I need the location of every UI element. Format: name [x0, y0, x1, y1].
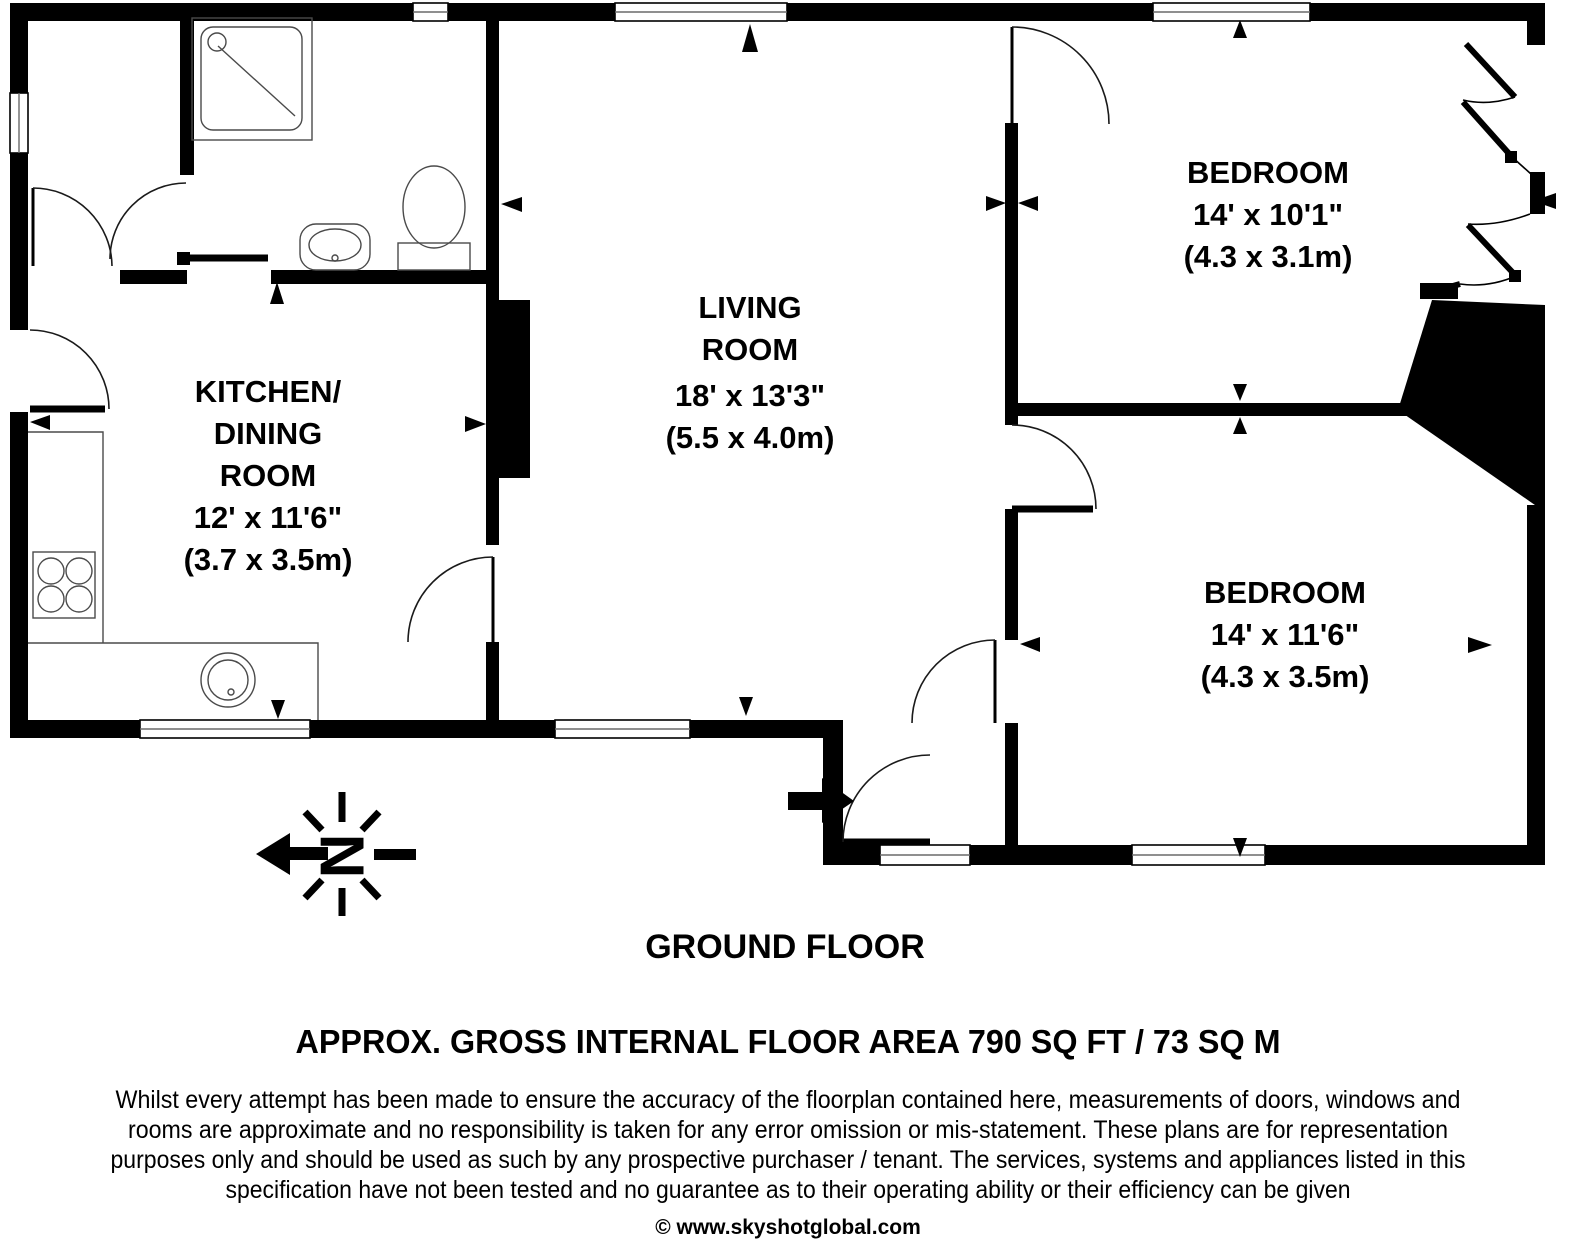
cupboard-door — [33, 188, 112, 266]
disclaimer-line-2: rooms are approximate and no responsibility is taken for any error omission or mis-statement. These plans are for representation — [128, 1116, 1448, 1144]
kitchen-name-3: ROOM — [219, 458, 317, 493]
room-label-living — [666, 290, 835, 455]
bedroom1-name: BEDROOM — [1187, 155, 1349, 190]
copyright-line: © www.skyshotglobal.com — [655, 1216, 921, 1239]
window-top-bedroom1 — [1153, 3, 1310, 21]
disclaimer-line-1: Whilst every attempt has been made to ensure the accuracy of the floorplan contained here, measurements of doors, windows and — [115, 1086, 1461, 1114]
living-name-1: LIVING — [698, 290, 802, 325]
toilet-icon — [398, 166, 470, 270]
bedroom1-door — [1012, 27, 1109, 124]
kitchen-name-1: KITCHEN/ — [194, 374, 342, 409]
compass-north-letter: N — [308, 833, 378, 879]
room-label-bedroom1 — [1184, 155, 1353, 274]
bedroom2-door — [1012, 425, 1096, 509]
compass-arrow-icon — [256, 833, 290, 875]
entrance-arrow-icon — [788, 778, 854, 823]
window-bottom-kitchen — [140, 720, 310, 738]
floor-title: GROUND FLOOR — [645, 928, 925, 966]
disclaimer-line-3: purposes only and should be used as such by any prospective purchaser / tenant. The services, systems and appliances listed in this — [110, 1146, 1466, 1174]
bay-window — [1428, 44, 1531, 293]
hall-door — [912, 640, 995, 723]
living-dims-imperial: 18' x 13'3" — [674, 378, 826, 413]
room-labels — [184, 155, 1370, 694]
window-top-bathroom — [413, 3, 448, 21]
room-label-kitchen — [184, 374, 353, 577]
bedroom1-dims-imperial: 14' x 10'1" — [1192, 197, 1344, 232]
entrance-door — [843, 755, 930, 842]
hob-icon — [33, 552, 95, 618]
footer-text — [111, 928, 1466, 1239]
living-name-2: ROOM — [701, 332, 799, 367]
room-label-bedroom2 — [1201, 575, 1370, 694]
bedroom1-dims-metric: (4.3 x 3.1m) — [1183, 239, 1353, 274]
kitchen-external-door — [30, 330, 109, 409]
kitchen-sink-icon — [201, 653, 255, 707]
window-entry-sidelight — [880, 845, 970, 865]
fixtures — [28, 18, 470, 720]
basin-icon — [300, 224, 370, 270]
window-bottom-living — [555, 720, 690, 738]
window-top-living — [615, 3, 787, 21]
bedroom2-dims-imperial: 14' x 11'6" — [1210, 617, 1360, 652]
kitchen-dims-imperial: 12' x 11'6" — [193, 500, 343, 535]
chimney-breast — [486, 300, 530, 478]
kitchen-name-2: DINING — [213, 416, 323, 451]
gross-area-line: APPROX. GROSS INTERNAL FLOOR AREA 790 SQ FT / 73 SQ M — [295, 1023, 1281, 1060]
chamfer-corner-wall — [1398, 300, 1545, 512]
shower-icon — [192, 18, 312, 140]
living-dims-metric: (5.5 x 4.0m) — [665, 420, 835, 455]
disclaimer-line-4: specification have not been tested and no guarantee as to their operating ability or their efficiency can be given — [225, 1176, 1351, 1204]
bathroom-door — [110, 183, 268, 265]
compass — [256, 792, 416, 916]
window-bottom-bedroom2 — [1132, 845, 1265, 865]
windows — [10, 3, 1310, 865]
kitchen-living-door — [408, 557, 493, 642]
kitchen-dims-metric: (3.7 x 3.5m) — [183, 542, 353, 577]
window-left-kitchen — [10, 93, 28, 153]
bedroom2-name: BEDROOM — [1204, 575, 1366, 610]
bedroom2-dims-metric: (4.3 x 3.5m) — [1200, 659, 1370, 694]
